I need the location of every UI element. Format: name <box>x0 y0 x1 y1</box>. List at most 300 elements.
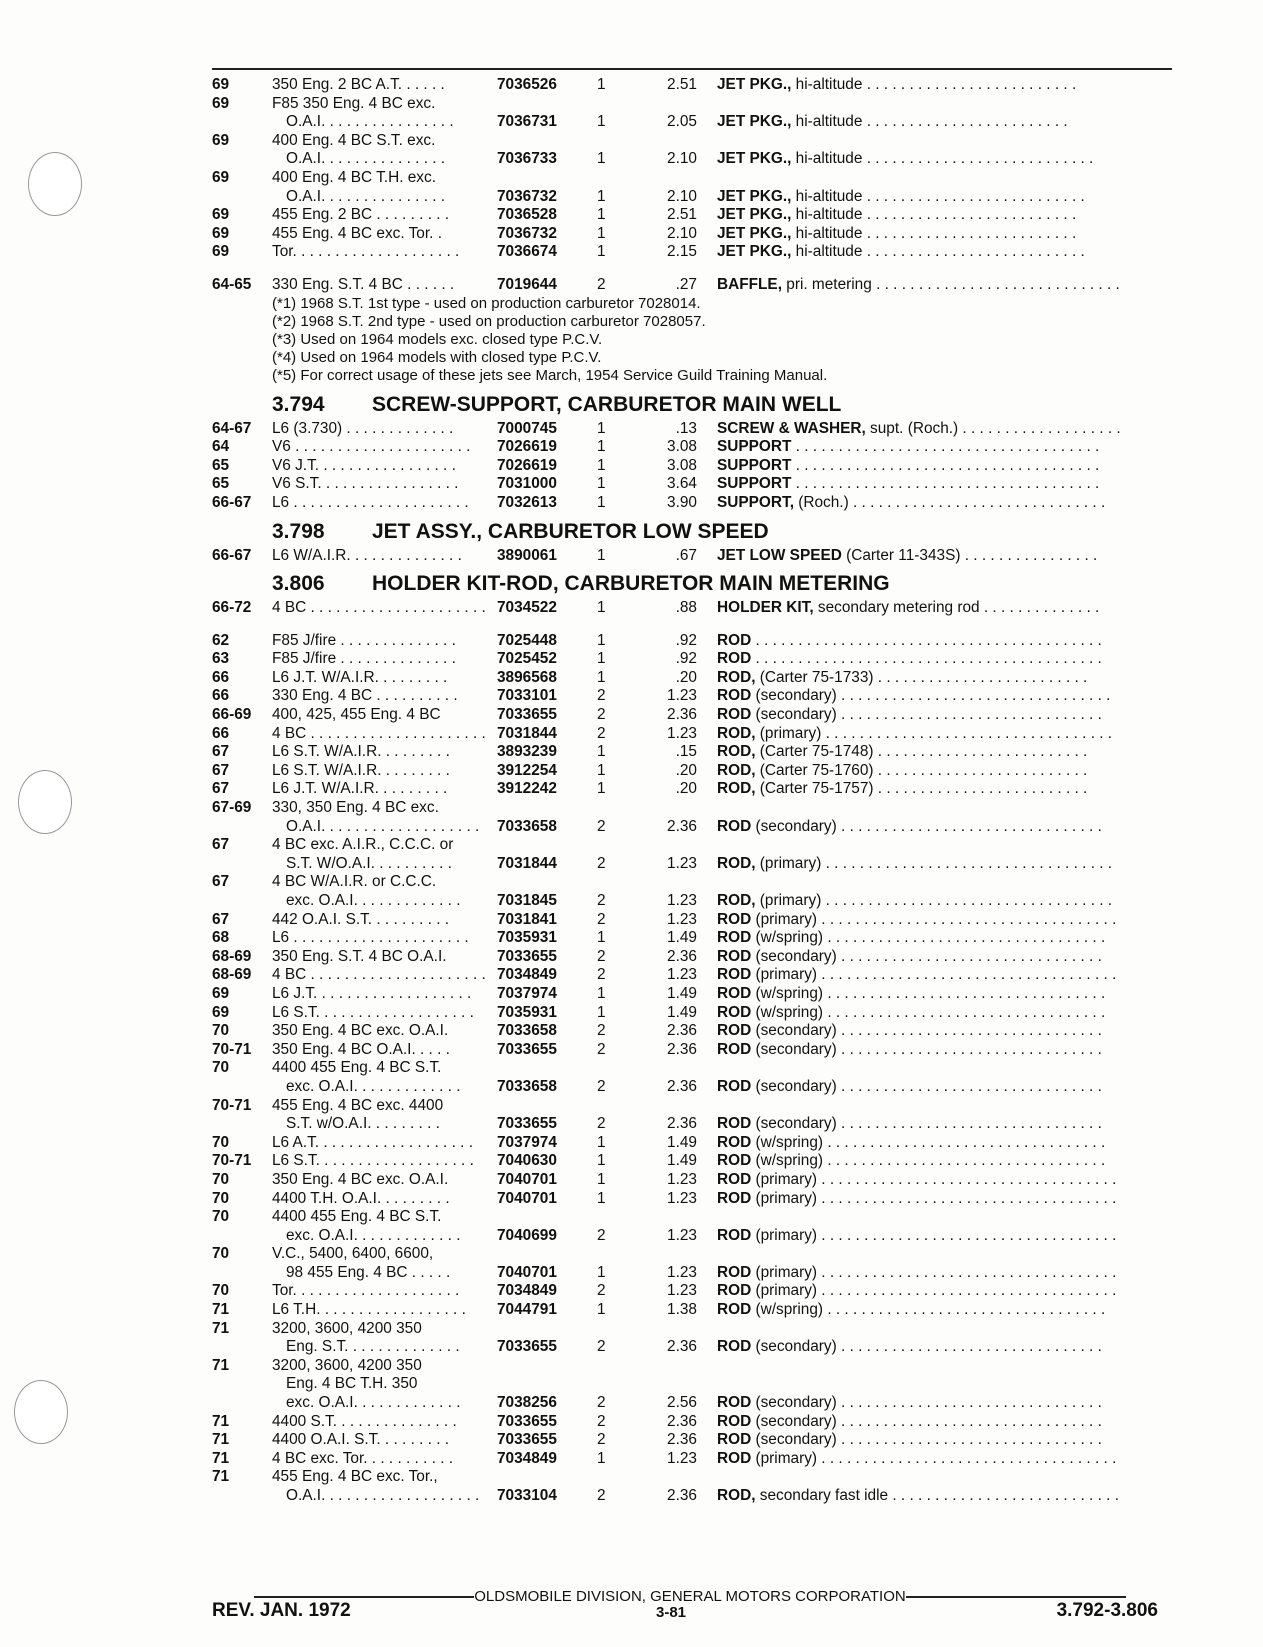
quantity: 1 <box>597 743 606 761</box>
spacer <box>212 618 1172 632</box>
description <box>717 599 1172 618</box>
price <box>637 1468 717 1487</box>
list-item <box>212 457 1172 476</box>
model-year: 66 <box>212 724 230 742</box>
application: L6 . . . . . . . . . . . . . . . . . . . . . <box>272 493 469 511</box>
list-item <box>212 1450 1172 1469</box>
model-year: 71 <box>212 1412 230 1430</box>
quantity: 1 <box>597 929 606 947</box>
model-year: 70 <box>212 1208 230 1226</box>
quantity: 1 <box>597 113 606 131</box>
part-detail: hi-altitude . . . . . . . . . . . . . . . . . . . . . . . . . <box>791 224 1077 242</box>
part-number: 7040630 <box>497 1152 557 1170</box>
price: .15 <box>675 743 697 761</box>
binder-hole <box>14 1380 68 1444</box>
part-name: ROD <box>717 1077 752 1095</box>
part-name: SCREW & WASHER, <box>717 419 866 437</box>
model-year: 68-69 <box>212 966 252 984</box>
part-name: JET PKG., <box>717 243 792 261</box>
part-detail: (secondary) . . . . . . . . . . . . . . . . . . . . . . . . . . . . . . . <box>751 1394 1102 1412</box>
quantity: 1 <box>597 984 606 1002</box>
part-detail: (w/spring) . . . . . . . . . . . . . . . . . . . . . . . . . . . . . . . . . <box>751 929 1106 947</box>
part-name: JET LOW SPEED <box>717 546 842 564</box>
part-name: ROD <box>717 1338 752 1356</box>
part-name: ROD <box>717 1115 752 1133</box>
model-year <box>212 1375 272 1394</box>
model-year: 66-72 <box>212 599 252 617</box>
part-name: ROD <box>717 929 752 947</box>
model-year: 65 <box>212 475 230 493</box>
part-name: BAFFLE, <box>717 275 782 293</box>
model-year: 67 <box>212 743 230 761</box>
part-detail: (primary) . . . . . . . . . . . . . . . . . . . . . . . . . . . . . . . . . . . <box>751 910 1117 928</box>
price: 3.08 <box>667 456 697 474</box>
part-detail: (secondary) . . . . . . . . . . . . . . . . . . . . . . . . . . . . . . . <box>751 1338 1102 1356</box>
description <box>717 799 1172 818</box>
quantity: 1 <box>597 206 606 224</box>
quantity: 2 <box>597 854 606 872</box>
price: 2.36 <box>667 1412 697 1430</box>
part-number: 7040701 <box>497 1189 557 1207</box>
list-item <box>212 1208 1172 1227</box>
application: 4400 O.A.I. S.T. . . . . . . . . <box>272 1431 450 1449</box>
price: 1.23 <box>667 854 697 872</box>
model-year: 69 <box>212 984 230 1002</box>
application: 4400 T.H. O.A.I. . . . . . . . . <box>272 1189 450 1207</box>
part-number: 7035931 <box>497 1003 557 1021</box>
quantity <box>597 1097 637 1116</box>
section-number: 3.794 <box>272 392 325 416</box>
list-item <box>212 929 1172 948</box>
part-name: ROD, <box>717 892 756 910</box>
description <box>717 547 1172 566</box>
quantity <box>597 1059 637 1078</box>
description <box>717 855 1172 874</box>
part-number: 7040701 <box>497 1170 557 1188</box>
model-year: 67 <box>212 780 230 798</box>
list-item <box>212 911 1172 930</box>
part-detail: (w/spring) . . . . . . . . . . . . . . . . . . . . . . . . . . . . . . . . . <box>751 984 1106 1002</box>
part-number <box>497 1208 597 1227</box>
description <box>717 1375 1172 1394</box>
price: .20 <box>675 780 697 798</box>
application: V6 J.T. . . . . . . . . . . . . . . . . <box>272 456 456 474</box>
price: 1.23 <box>667 1189 697 1207</box>
application: Tor. . . . . . . . . . . . . . . . . . . . <box>272 243 460 261</box>
description <box>717 966 1172 985</box>
quantity <box>597 95 637 114</box>
quantity: 2 <box>597 1394 606 1412</box>
list-item <box>212 1190 1172 1209</box>
part-name: ROD <box>717 1394 752 1412</box>
part-detail: (w/spring) . . . . . . . . . . . . . . . . . . . . . . . . . . . . . . . . . <box>751 1152 1106 1170</box>
part-name: JET PKG., <box>717 76 792 93</box>
list-item <box>212 494 1172 513</box>
part-number <box>497 1097 597 1116</box>
part-detail: (Carter 75-1733) . . . . . . . . . . . . . . . . . . . . . . . . . <box>755 668 1088 686</box>
application: 455 Eng. 4 BC exc. Tor., <box>272 1468 438 1486</box>
quantity: 1 <box>597 761 606 779</box>
model-year: 71 <box>212 1319 230 1337</box>
part-number: 7033655 <box>497 1431 557 1449</box>
description <box>717 457 1172 476</box>
quantity <box>597 1245 637 1264</box>
part-detail: (Carter 11-343S) . . . . . . . . . . . . . . . . <box>841 546 1098 564</box>
part-name: JET PKG., <box>717 150 792 168</box>
footer-rule-left <box>254 1596 474 1598</box>
price: 1.23 <box>667 966 697 984</box>
description <box>717 113 1172 132</box>
application: Eng. S.T. . . . . . . . . . . . . . <box>286 1338 460 1356</box>
quantity: 2 <box>597 1077 606 1095</box>
quantity: 1 <box>597 224 606 242</box>
part-name: ROD <box>717 1282 752 1300</box>
part-name: ROD <box>717 910 752 928</box>
part-number: 7025452 <box>497 650 557 668</box>
price: 2.56 <box>667 1394 697 1412</box>
quantity <box>597 169 637 188</box>
part-number: 7035931 <box>497 929 557 947</box>
quantity: 2 <box>597 1487 606 1505</box>
list-item <box>212 438 1172 457</box>
part-number <box>497 169 597 188</box>
description <box>717 1152 1172 1171</box>
description <box>717 1022 1172 1041</box>
part-number: 7034849 <box>497 966 557 984</box>
part-name: ROD <box>717 706 752 724</box>
price: 1.23 <box>667 687 697 705</box>
model-year: 62 <box>212 631 230 649</box>
part-name: ROD <box>717 1412 752 1430</box>
part-name: ROD, <box>717 780 756 798</box>
model-year <box>212 1264 272 1283</box>
quantity: 1 <box>597 475 606 493</box>
part-detail: (primary) . . . . . . . . . . . . . . . . . . . . . . . . . . . . . . . . . . . <box>751 1170 1117 1188</box>
part-number: 7032613 <box>497 493 557 511</box>
part-number: 7036674 <box>497 243 557 261</box>
price <box>637 1208 717 1227</box>
price: 1.23 <box>667 1449 697 1467</box>
model-year: 70-71 <box>212 1096 252 1114</box>
list-item <box>212 1301 1172 1320</box>
price: 2.36 <box>667 1077 697 1095</box>
list-item <box>212 687 1172 706</box>
list-item <box>212 836 1172 855</box>
part-name: ROD <box>717 1170 752 1188</box>
description <box>717 725 1172 744</box>
quantity: 2 <box>597 1338 606 1356</box>
price <box>637 1320 717 1339</box>
price: 2.36 <box>667 1431 697 1449</box>
application: 350 Eng. S.T. 4 BC O.A.I. <box>272 947 447 965</box>
price: 2.10 <box>667 224 697 242</box>
model-year: 69 <box>212 1003 230 1021</box>
list-item <box>212 706 1172 725</box>
part-detail: . . . . . . . . . . . . . . . . . . . . . . . . . . . . . . . . . . . . <box>791 456 1100 474</box>
price: 1.49 <box>667 1133 697 1151</box>
footnote: (*5) For correct usage of these jets see March, 1954 Service Guild Training Manual. <box>272 367 828 385</box>
part-number: 7036732 <box>497 187 557 205</box>
quantity: 1 <box>597 243 606 261</box>
application: O.A.I. . . . . . . . . . . . . . . <box>286 187 446 205</box>
section-title: HOLDER KIT-ROD, CARBURETOR MAIN METERING <box>372 572 890 596</box>
part-detail: (secondary) . . . . . . . . . . . . . . . . . . . . . . . . . . . . . . . <box>751 1022 1102 1040</box>
price <box>637 1357 717 1376</box>
part-name: ROD <box>717 1449 752 1467</box>
application: V.C., 5400, 6400, 6600, <box>272 1245 434 1263</box>
application: L6 J.T. W/A.I.R. . . . . . . . . <box>272 780 448 798</box>
application: 4 BC exc. A.I.R., C.C.C. or <box>272 836 454 854</box>
application: 350 Eng. 4 BC exc. O.A.I. <box>272 1022 449 1040</box>
part-number: 7038256 <box>497 1394 557 1412</box>
price: 2.36 <box>667 706 697 724</box>
price: .67 <box>675 546 697 564</box>
quantity <box>597 1208 637 1227</box>
quantity: 2 <box>597 966 606 984</box>
part-detail: hi-altitude . . . . . . . . . . . . . . . . . . . . . . . . <box>791 113 1068 131</box>
description <box>717 1245 1172 1264</box>
list-item <box>212 1338 1172 1357</box>
list-item <box>212 985 1172 1004</box>
price: 1.49 <box>667 929 697 947</box>
part-number: 3912254 <box>497 761 557 779</box>
part-name: ROD <box>717 1133 752 1151</box>
part-name: ROD <box>717 1263 752 1281</box>
list-item <box>212 966 1172 985</box>
application: L6 A.T. . . . . . . . . . . . . . . . . . . <box>272 1133 473 1151</box>
description <box>717 225 1172 244</box>
part-detail: (primary) . . . . . . . . . . . . . . . . . . . . . . . . . . . . . . . . . . . <box>751 1189 1117 1207</box>
model-year: 70 <box>212 1170 230 1188</box>
model-year: 69 <box>212 243 230 261</box>
description <box>717 1301 1172 1320</box>
quantity <box>597 1357 637 1376</box>
part-detail: (Carter 75-1760) . . . . . . . . . . . . . . . . . . . . . . . . . <box>755 761 1088 779</box>
quantity: 2 <box>597 1226 606 1244</box>
part-number <box>497 799 597 818</box>
model-year: 70 <box>212 1189 230 1207</box>
part-number: 7031844 <box>497 854 557 872</box>
description <box>717 169 1172 188</box>
quantity: 1 <box>597 1449 606 1467</box>
quantity: 1 <box>597 1003 606 1021</box>
application: 4 BC . . . . . . . . . . . . . . . . . . . . . <box>272 966 486 984</box>
description <box>717 687 1172 706</box>
model-year: 65 <box>212 456 230 474</box>
model-year <box>212 892 272 911</box>
description <box>717 1394 1172 1413</box>
model-year: 67-69 <box>212 799 252 817</box>
price: 2.10 <box>667 150 697 168</box>
section-heading <box>212 571 1172 597</box>
price: .20 <box>675 668 697 686</box>
application: 4 BC W/A.I.R. or C.C.C. <box>272 873 437 891</box>
list-item <box>212 95 1172 114</box>
description <box>717 836 1172 855</box>
price: 3.90 <box>667 493 697 511</box>
part-detail: (primary) . . . . . . . . . . . . . . . . . . . . . . . . . . . . . . . . . . . <box>751 1263 1117 1281</box>
application: 455 Eng. 4 BC exc. Tor. . <box>272 224 442 242</box>
description <box>717 911 1172 930</box>
description <box>717 892 1172 911</box>
price: 2.36 <box>667 947 697 965</box>
list-item <box>212 1227 1172 1246</box>
quantity: 1 <box>597 1133 606 1151</box>
part-number: 7033658 <box>497 1077 557 1095</box>
description <box>717 1078 1172 1097</box>
quantity: 1 <box>597 76 606 93</box>
part-number: 7019644 <box>497 275 557 293</box>
part-number: 7034849 <box>497 1449 557 1467</box>
model-year: 67 <box>212 910 230 928</box>
price: 2.36 <box>667 1040 697 1058</box>
part-name: JET PKG., <box>717 206 792 224</box>
part-number <box>497 836 597 855</box>
part-number: 7036526 <box>497 76 557 93</box>
model-year: 66-69 <box>212 706 252 724</box>
section-range: 3.792-3.806 <box>1056 1600 1158 1621</box>
footnote: (*3) Used on 1964 models exc. closed type P.C.V. <box>272 330 603 348</box>
part-name: ROD <box>717 817 752 835</box>
part-detail: hi-altitude . . . . . . . . . . . . . . . . . . . . . . . . . . . <box>791 150 1094 168</box>
part-detail: (primary) . . . . . . . . . . . . . . . . . . . . . . . . . . . . . . . . . . <box>755 892 1113 910</box>
price: 1.23 <box>667 724 697 742</box>
part-number: 7031000 <box>497 475 557 493</box>
price: .13 <box>675 419 697 437</box>
price: 1.38 <box>667 1301 697 1319</box>
application: 3200, 3600, 4200 350 <box>272 1319 422 1337</box>
model-year: 64-65 <box>212 275 252 293</box>
part-name: SUPPORT <box>717 456 792 474</box>
price <box>637 799 717 818</box>
list-item <box>212 1022 1172 1041</box>
application: S.T. W/O.A.I. . . . . . . . . . <box>286 854 452 872</box>
part-detail: (secondary) . . . . . . . . . . . . . . . . . . . . . . . . . . . . . . . <box>751 1040 1102 1058</box>
part-number: 3893239 <box>497 743 557 761</box>
model-year: 67 <box>212 873 230 891</box>
part-detail: (Carter 75-1757) . . . . . . . . . . . . . . . . . . . . . . . . . <box>755 780 1088 798</box>
quantity <box>597 1375 637 1394</box>
part-name: ROD, <box>717 668 756 686</box>
part-detail: . . . . . . . . . . . . . . . . . . . . . . . . . . . . . . . . . . . . . . . . . <box>751 631 1102 649</box>
list-item <box>212 743 1172 762</box>
part-name: ROD <box>717 984 752 1002</box>
footnote: (*1) 1968 S.T. 1st type - used on production carburetor 7028014. <box>272 294 701 312</box>
part-name: ROD <box>717 1040 752 1058</box>
description <box>717 420 1172 439</box>
quantity: 1 <box>597 150 606 168</box>
description <box>717 1450 1172 1469</box>
part-number <box>497 1375 597 1394</box>
application: 4400 455 Eng. 4 BC S.T. <box>272 1059 442 1077</box>
list-item <box>212 1320 1172 1339</box>
quantity <box>597 799 637 818</box>
application: 400, 425, 455 Eng. 4 BC <box>272 706 441 724</box>
list-item <box>212 1487 1172 1506</box>
description <box>717 438 1172 457</box>
quantity <box>597 132 637 151</box>
part-number: 7033655 <box>497 1338 557 1356</box>
part-detail: (w/spring) . . . . . . . . . . . . . . . . . . . . . . . . . . . . . . . . . <box>751 1133 1106 1151</box>
quantity: 1 <box>597 546 606 564</box>
model-year: 70 <box>212 1022 230 1040</box>
application: O.A.I. . . . . . . . . . . . . . . . . . . <box>286 1487 480 1505</box>
model-year <box>212 113 272 132</box>
price <box>637 169 717 188</box>
part-detail: (Roch.) . . . . . . . . . . . . . . . . . . . . . . . . . . . . . . <box>793 493 1106 511</box>
quantity: 1 <box>597 1170 606 1188</box>
model-year: 69 <box>212 206 230 224</box>
model-year <box>212 1227 272 1246</box>
description <box>717 650 1172 669</box>
price: .27 <box>675 275 697 293</box>
quantity: 2 <box>597 1040 606 1058</box>
description <box>717 948 1172 967</box>
footnote: (*4) Used on 1964 models with closed type P.C.V. <box>272 349 602 367</box>
application: L6 S.T. . . . . . . . . . . . . . . . . . . <box>272 1152 474 1170</box>
part-name: ROD <box>717 1022 752 1040</box>
part-name: ROD, <box>717 724 756 742</box>
list-item <box>212 225 1172 244</box>
application: 442 O.A.I. S.T. . . . . . . . . . <box>272 910 450 928</box>
list-item <box>212 892 1172 911</box>
description <box>717 1264 1172 1283</box>
list-item <box>212 669 1172 688</box>
description <box>717 1431 1172 1450</box>
part-number: 7037974 <box>497 984 557 1002</box>
section-title: SCREW-SUPPORT, CARBURETOR MAIN WELL <box>372 392 842 416</box>
application: 330 Eng. S.T. 4 BC . . . . . . <box>272 275 455 293</box>
list-item <box>212 1134 1172 1153</box>
list-item <box>212 113 1172 132</box>
application: 4 BC . . . . . . . . . . . . . . . . . . . . . <box>272 599 486 617</box>
list-item <box>212 1245 1172 1264</box>
part-detail: hi-altitude . . . . . . . . . . . . . . . . . . . . . . . . . <box>791 206 1077 224</box>
part-name: JET PKG., <box>717 224 792 242</box>
model-year <box>212 1338 272 1357</box>
part-number: 7040699 <box>497 1226 557 1244</box>
part-name: ROD <box>717 650 752 668</box>
part-name: ROD <box>717 1152 752 1170</box>
part-detail: pri. metering . . . . . . . . . . . . . . . . . . . . . . . . . . . . . <box>781 275 1120 293</box>
part-detail: . . . . . . . . . . . . . . . . . . . . . . . . . . . . . . . . . . . . <box>791 438 1100 456</box>
quantity: 2 <box>597 1412 606 1430</box>
part-number <box>497 1320 597 1339</box>
part-name: SUPPORT, <box>717 493 794 511</box>
list-item <box>212 1004 1172 1023</box>
description <box>717 150 1172 169</box>
application: exc. O.A.I. . . . . . . . . . . . . <box>286 1077 461 1095</box>
application: 350 Eng. 2 BC A.T. . . . . . <box>272 76 445 93</box>
part-detail: (w/spring) . . . . . . . . . . . . . . . . . . . . . . . . . . . . . . . . . <box>751 1003 1106 1021</box>
quantity: 2 <box>597 706 606 724</box>
price: 1.49 <box>667 1003 697 1021</box>
price: 1.23 <box>667 910 697 928</box>
part-detail: (primary) . . . . . . . . . . . . . . . . . . . . . . . . . . . . . . . . . . . <box>751 966 1117 984</box>
quantity: 1 <box>597 438 606 456</box>
part-detail: hi-altitude . . . . . . . . . . . . . . . . . . . . . . . . . . <box>791 187 1085 205</box>
part-name: JET PKG., <box>717 187 792 205</box>
part-number: 7033655 <box>497 1115 557 1133</box>
list-item <box>212 1431 1172 1450</box>
list-item <box>212 873 1172 892</box>
description <box>717 95 1172 114</box>
part-detail: (Carter 75-1748) . . . . . . . . . . . . . . . . . . . . . . . . . <box>755 743 1088 761</box>
part-number: 7036733 <box>497 150 557 168</box>
part-number: 7033658 <box>497 1022 557 1040</box>
part-name: ROD <box>717 631 752 649</box>
quantity: 1 <box>597 631 606 649</box>
